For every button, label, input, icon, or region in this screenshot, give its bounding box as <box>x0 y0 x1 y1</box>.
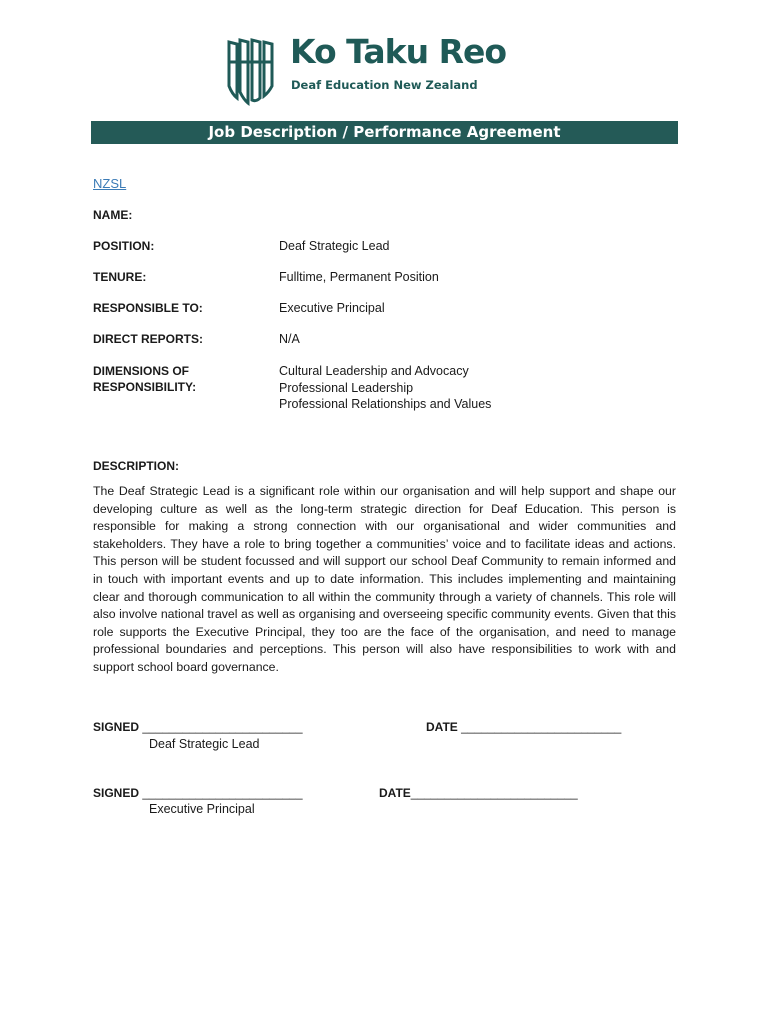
field-responsible-label: RESPONSIBLE TO: <box>93 301 203 315</box>
logo-mark-icon <box>226 36 276 106</box>
brand-logo <box>226 32 536 108</box>
dimensions-label-line1: DIMENSIONS OF <box>93 364 190 378</box>
dimension-item: Professional Leadership <box>279 380 414 395</box>
signed-label: SIGNED <box>93 720 140 734</box>
dimension-item: Cultural Leadership and Advocacy <box>279 364 469 378</box>
date-line-2 <box>379 786 578 800</box>
brand-subtitle: Deaf Education New Zealand <box>291 78 478 92</box>
signed-blank: ________________________ <box>142 786 303 800</box>
field-tenure-label: TENURE: <box>93 270 147 284</box>
signed-blank: ________________________ <box>142 720 303 734</box>
date-blank: _________________________ <box>410 786 578 800</box>
dimensions-list <box>279 363 491 413</box>
description-body: The Deaf Strategic Lead is a significant role within our organisation and will help support and shape our developing culture as well as the long-term strategic direction for Deaf Education. This person is responsible for making a strong connection with our organisational and wider communities and stakeholders. They have a role to bring together a communities’ voice and to facilitate ideas and actions. This person will be student focussed and will support our school Deaf Community to remain informed and in touch with important events and up to date information. This includes implementing and maintaining clear and thorough communication to all within the community through a variety of channels. This role will also involve national travel as well as organising and overseeing specific community events. Given that this role supports the Executive Principal, they too are the face of the organisation, and need to manage professional boundaries and perceptions. This person will also have responsibilities to work with and support school board governance. <box>93 484 676 674</box>
field-name-label: NAME: <box>93 208 133 222</box>
document-title: Job Description / Performance Agreement <box>91 121 678 144</box>
field-position-label: POSITION: <box>93 239 155 253</box>
date-blank: ________________________ <box>461 720 622 734</box>
signature-line-2 <box>93 786 303 800</box>
date-label: DATE <box>426 720 458 734</box>
signed-label: SIGNED <box>93 786 140 800</box>
dimensions-label-line2: RESPONSIBILITY: <box>93 380 197 394</box>
dimensions-label <box>93 363 196 395</box>
field-position-value: Deaf Strategic Lead <box>279 239 390 253</box>
date-label: DATE <box>379 786 411 800</box>
field-responsible-value: Executive Principal <box>279 301 385 315</box>
brand-name: Ko Taku Reo <box>290 32 507 71</box>
description-heading: DESCRIPTION: <box>93 459 180 473</box>
signatory-role-2: Executive Principal <box>149 802 255 816</box>
nzsl-link[interactable]: NZSL <box>93 176 127 191</box>
dimension-item: Professional Relationships and Values <box>279 397 492 411</box>
field-direct-reports-value: N/A <box>279 332 300 346</box>
signature-line-1 <box>93 720 303 734</box>
date-line-1 <box>426 720 621 734</box>
field-direct-reports-label: DIRECT REPORTS: <box>93 332 204 346</box>
field-tenure-value: Fulltime, Permanent Position <box>279 270 439 284</box>
signatory-role-1: Deaf Strategic Lead <box>149 737 260 751</box>
